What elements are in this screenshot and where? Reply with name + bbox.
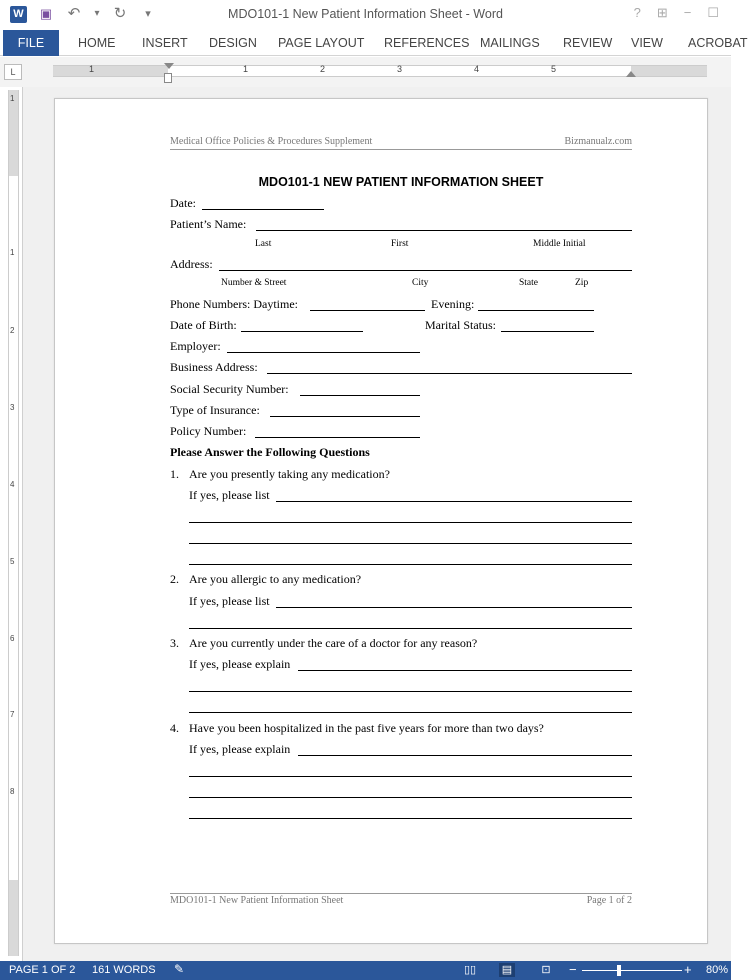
question-text: Are you allergic to any medication? (189, 572, 362, 586)
proofing-icon[interactable]: ✎ (174, 962, 185, 976)
answer-line[interactable] (189, 543, 632, 544)
question-number: 2. (170, 572, 179, 586)
phone-evening-field-line[interactable] (478, 310, 594, 311)
address-field-line[interactable] (219, 270, 632, 271)
question-text: Are you presently taking any medication? (189, 467, 390, 481)
answer-line[interactable] (298, 755, 632, 756)
page-footer (170, 893, 632, 907)
redo-icon[interactable]: ↻ (113, 5, 127, 22)
questions-heading: Please Answer the Following Questions (170, 445, 370, 459)
vertical-ruler[interactable] (8, 90, 19, 956)
business-address-label: Business Address: (170, 360, 258, 374)
address-sub-city: City (412, 278, 429, 288)
tab-selector-button[interactable]: L (4, 64, 22, 80)
address-label: Address: (170, 257, 213, 271)
patient-name-field-line[interactable] (256, 230, 632, 231)
answer-line[interactable] (189, 712, 632, 713)
tab-acrobat[interactable]: ACROBAT (688, 36, 748, 50)
question-text: Have you been hospitalized in the past five years for more than two days? (189, 721, 544, 735)
answer-line[interactable] (189, 797, 632, 798)
ruler-number: 5 (10, 557, 15, 566)
tab-view[interactable]: VIEW (631, 36, 663, 50)
help-icon[interactable]: ? (633, 5, 641, 20)
marital-status-field-line[interactable] (501, 331, 594, 332)
page-header (170, 136, 632, 150)
answer-line[interactable] (189, 818, 632, 819)
dob-label: Date of Birth: (170, 318, 237, 332)
document-title: MDO101-1 NEW PATIENT INFORMATION SHEET (258, 175, 544, 189)
ruler-number: 2 (320, 64, 326, 74)
insurance-type-field-line[interactable] (270, 416, 420, 417)
ruler-number: 6 (10, 634, 15, 643)
ruler-number: 7 (10, 710, 15, 719)
ruler-number: 2 (10, 326, 15, 335)
read-mode-icon[interactable]: ▯▯ (463, 964, 477, 976)
question-number: 3. (170, 636, 179, 650)
header-right-text: Bizmanualz.com (564, 136, 632, 147)
question-number: 4. (170, 721, 179, 735)
answer-line[interactable] (298, 670, 632, 671)
phone-daytime-field-line[interactable] (310, 310, 425, 311)
ssn-field-line[interactable] (300, 395, 420, 396)
question-followup: If yes, please explain (189, 657, 291, 671)
answer-line[interactable] (189, 522, 632, 523)
title-bar (0, 0, 731, 30)
policy-number-label: Policy Number: (170, 424, 247, 438)
ruler-number: 8 (10, 787, 15, 796)
maximize-button[interactable]: ☐ (707, 5, 719, 20)
footer-left-text: MDO101-1 New Patient Information Sheet (170, 895, 344, 906)
status-bar (0, 961, 731, 980)
question-text: Are you currently under the care of a doctor for any reason? (189, 636, 478, 650)
answer-line[interactable] (276, 501, 632, 502)
undo-icon[interactable]: ↶ (67, 5, 81, 22)
tab-insert[interactable]: INSERT (142, 36, 188, 50)
address-sub-street: Number & Street (221, 278, 287, 288)
word-count-status[interactable]: 161 WORDS (92, 964, 156, 976)
question-followup: If yes, please list (189, 488, 270, 502)
tab-references[interactable]: REFERENCES (384, 36, 470, 50)
zoom-level[interactable]: 80% (706, 964, 729, 976)
undo-dropdown-icon[interactable]: ▾ (94, 8, 100, 19)
answer-line[interactable] (189, 564, 632, 565)
zoom-in-button[interactable]: + (684, 962, 692, 977)
minimize-button[interactable]: − (683, 5, 692, 20)
tab-page-layout[interactable]: PAGE LAYOUT (278, 36, 365, 50)
dob-field-line[interactable] (241, 331, 363, 332)
save-icon[interactable]: ▣ (39, 6, 53, 21)
window-controls (634, 5, 719, 21)
header-left-text: Medical Office Policies & Procedures Supplement (170, 136, 373, 147)
tab-design[interactable]: DESIGN (209, 36, 257, 50)
customize-toolbar-icon[interactable]: ▾ (145, 8, 151, 20)
ruler-number: 3 (397, 64, 403, 74)
zoom-slider[interactable] (582, 970, 682, 971)
footer-right-text: Page 1 of 2 (586, 895, 632, 906)
name-sub-middle: Middle Initial (533, 239, 586, 249)
question-followup: If yes, please list (189, 594, 270, 608)
tab-review[interactable]: REVIEW (563, 36, 613, 50)
insurance-type-label: Type of Insurance: (170, 403, 260, 417)
date-label: Date: (170, 196, 196, 210)
answer-line[interactable] (189, 776, 632, 777)
ruler-number: 3 (10, 403, 15, 412)
employer-field-line[interactable] (227, 352, 420, 353)
answer-line[interactable] (189, 628, 632, 629)
zoom-out-button[interactable]: − (569, 962, 577, 977)
tab-mailings[interactable]: MAILINGS (480, 36, 540, 50)
name-sub-first: First (391, 239, 409, 249)
address-sub-state: State (519, 278, 538, 288)
name-sub-last: Last (255, 239, 272, 249)
web-layout-icon[interactable]: ⊡ (541, 964, 551, 976)
phone-evening-label: Evening: (431, 297, 475, 311)
horizontal-ruler[interactable] (53, 65, 707, 77)
zoom-slider-thumb[interactable] (617, 965, 621, 976)
ruler-number: 1 (89, 64, 95, 74)
date-field-line[interactable] (202, 209, 324, 210)
word-app-icon[interactable]: W (10, 6, 27, 23)
ruler-number: 4 (10, 480, 15, 489)
question-number: 1. (170, 467, 179, 481)
ribbon-display-options-icon[interactable]: ⊞ (656, 5, 668, 20)
employer-label: Employer: (170, 339, 221, 353)
ruler-number: 1 (10, 94, 15, 103)
business-address-field-line[interactable] (267, 373, 632, 374)
ruler-number: 1 (243, 64, 249, 74)
ruler-right-margin (631, 66, 707, 76)
tab-home[interactable]: HOME (78, 36, 116, 50)
policy-number-field-line[interactable] (255, 437, 420, 438)
address-sub-zip: Zip (575, 278, 589, 288)
ruler-number: 5 (551, 64, 557, 74)
question-followup: If yes, please explain (189, 742, 291, 756)
ruler-row (0, 57, 731, 87)
ruler-number: 1 (10, 248, 15, 257)
print-layout-icon[interactable]: ▤ (499, 963, 515, 977)
marital-status-label: Marital Status: (425, 318, 496, 332)
ssn-label: Social Security Number: (170, 382, 289, 396)
answer-line[interactable] (276, 607, 632, 608)
ruler-left-margin (53, 66, 168, 76)
answer-line[interactable] (189, 691, 632, 692)
left-indent-marker[interactable] (164, 73, 172, 83)
ruler-number: 4 (474, 64, 480, 74)
first-line-indent-marker[interactable] (164, 63, 174, 69)
phone-daytime-label: Phone Numbers: Daytime: (170, 297, 298, 311)
tab-file[interactable]: FILE (3, 30, 59, 56)
page-count-status[interactable]: PAGE 1 OF 2 (9, 964, 76, 976)
window-title: MDO101-1 New Patient Information Sheet - Word (228, 7, 503, 21)
right-indent-marker[interactable] (626, 71, 636, 77)
ribbon-tabs (0, 30, 748, 56)
patient-name-label: Patient’s Name: (170, 217, 247, 231)
ruler-bottom-margin (9, 880, 18, 956)
